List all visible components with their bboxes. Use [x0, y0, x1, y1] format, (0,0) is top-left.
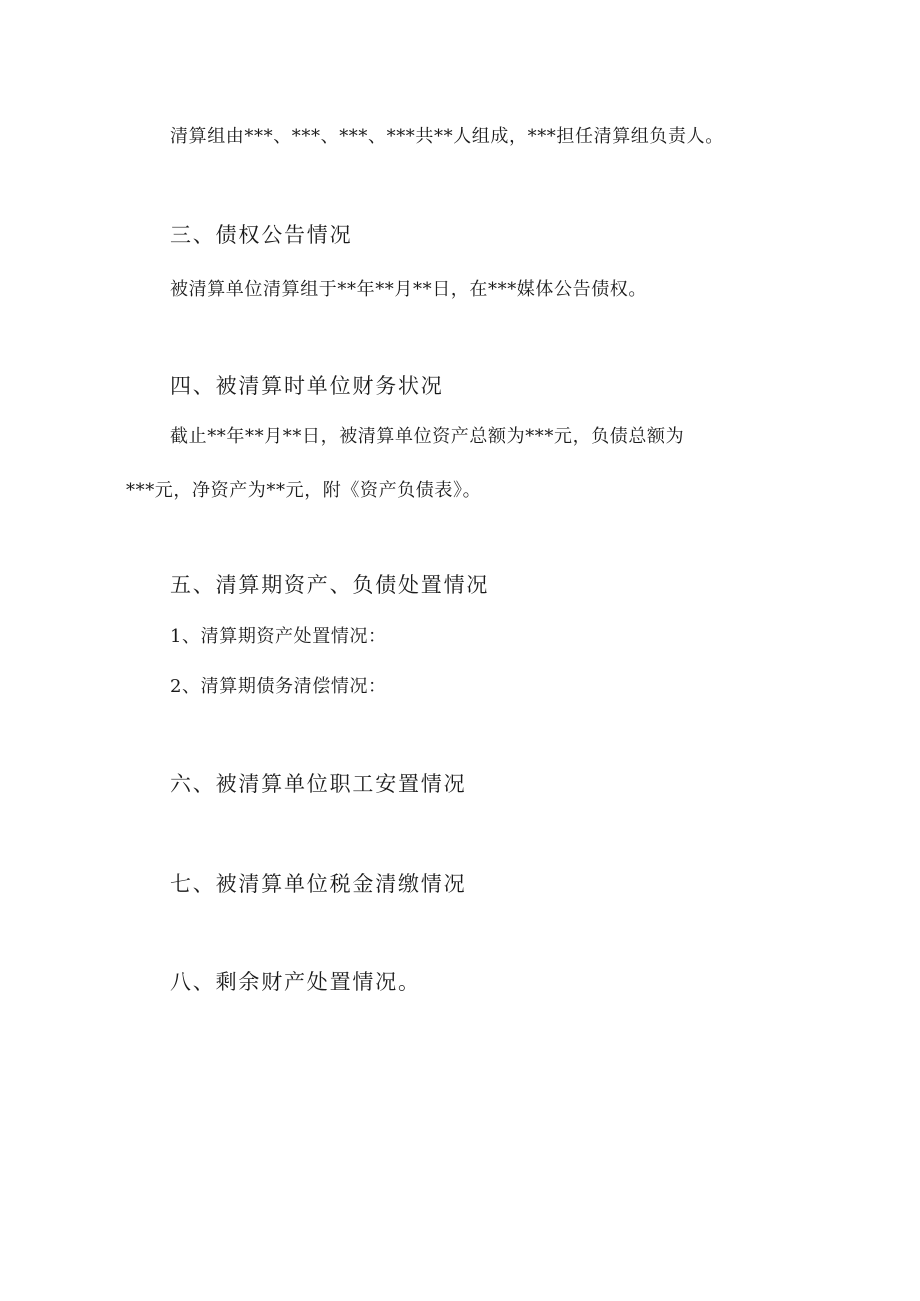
section-3-text: 被清算单位清算组于**年**月**日，在***媒体公告债权。: [170, 279, 647, 300]
section-5-heading: 五、清算期资产、负债处置情况: [170, 573, 490, 597]
section-5-item-2: 2、清算期债务清偿情况：: [170, 676, 387, 697]
section-4-text-line-1: 截止**年**月**日，被清算单位资产总额为***元，负债总额为: [170, 426, 685, 447]
section-5-item-1: 1、清算期资产处置情况：: [170, 626, 387, 647]
team-paragraph: 清算组由***、***、***、***共**人组成，***担任清算组负责人。: [170, 126, 724, 147]
section-7-heading: 七、被清算单位税金清缴情况: [170, 872, 467, 896]
section-4-heading: 四、被清算时单位财务状况: [170, 374, 444, 398]
section-6-heading: 六、被清算单位职工安置情况: [170, 772, 467, 796]
section-4-text-line-2: ***元，净资产为**元，附《资产负债表》。: [126, 480, 482, 501]
section-8-heading: 八、剩余财产处置情况。: [170, 970, 421, 994]
section-3-heading: 三、债权公告情况: [170, 223, 353, 247]
